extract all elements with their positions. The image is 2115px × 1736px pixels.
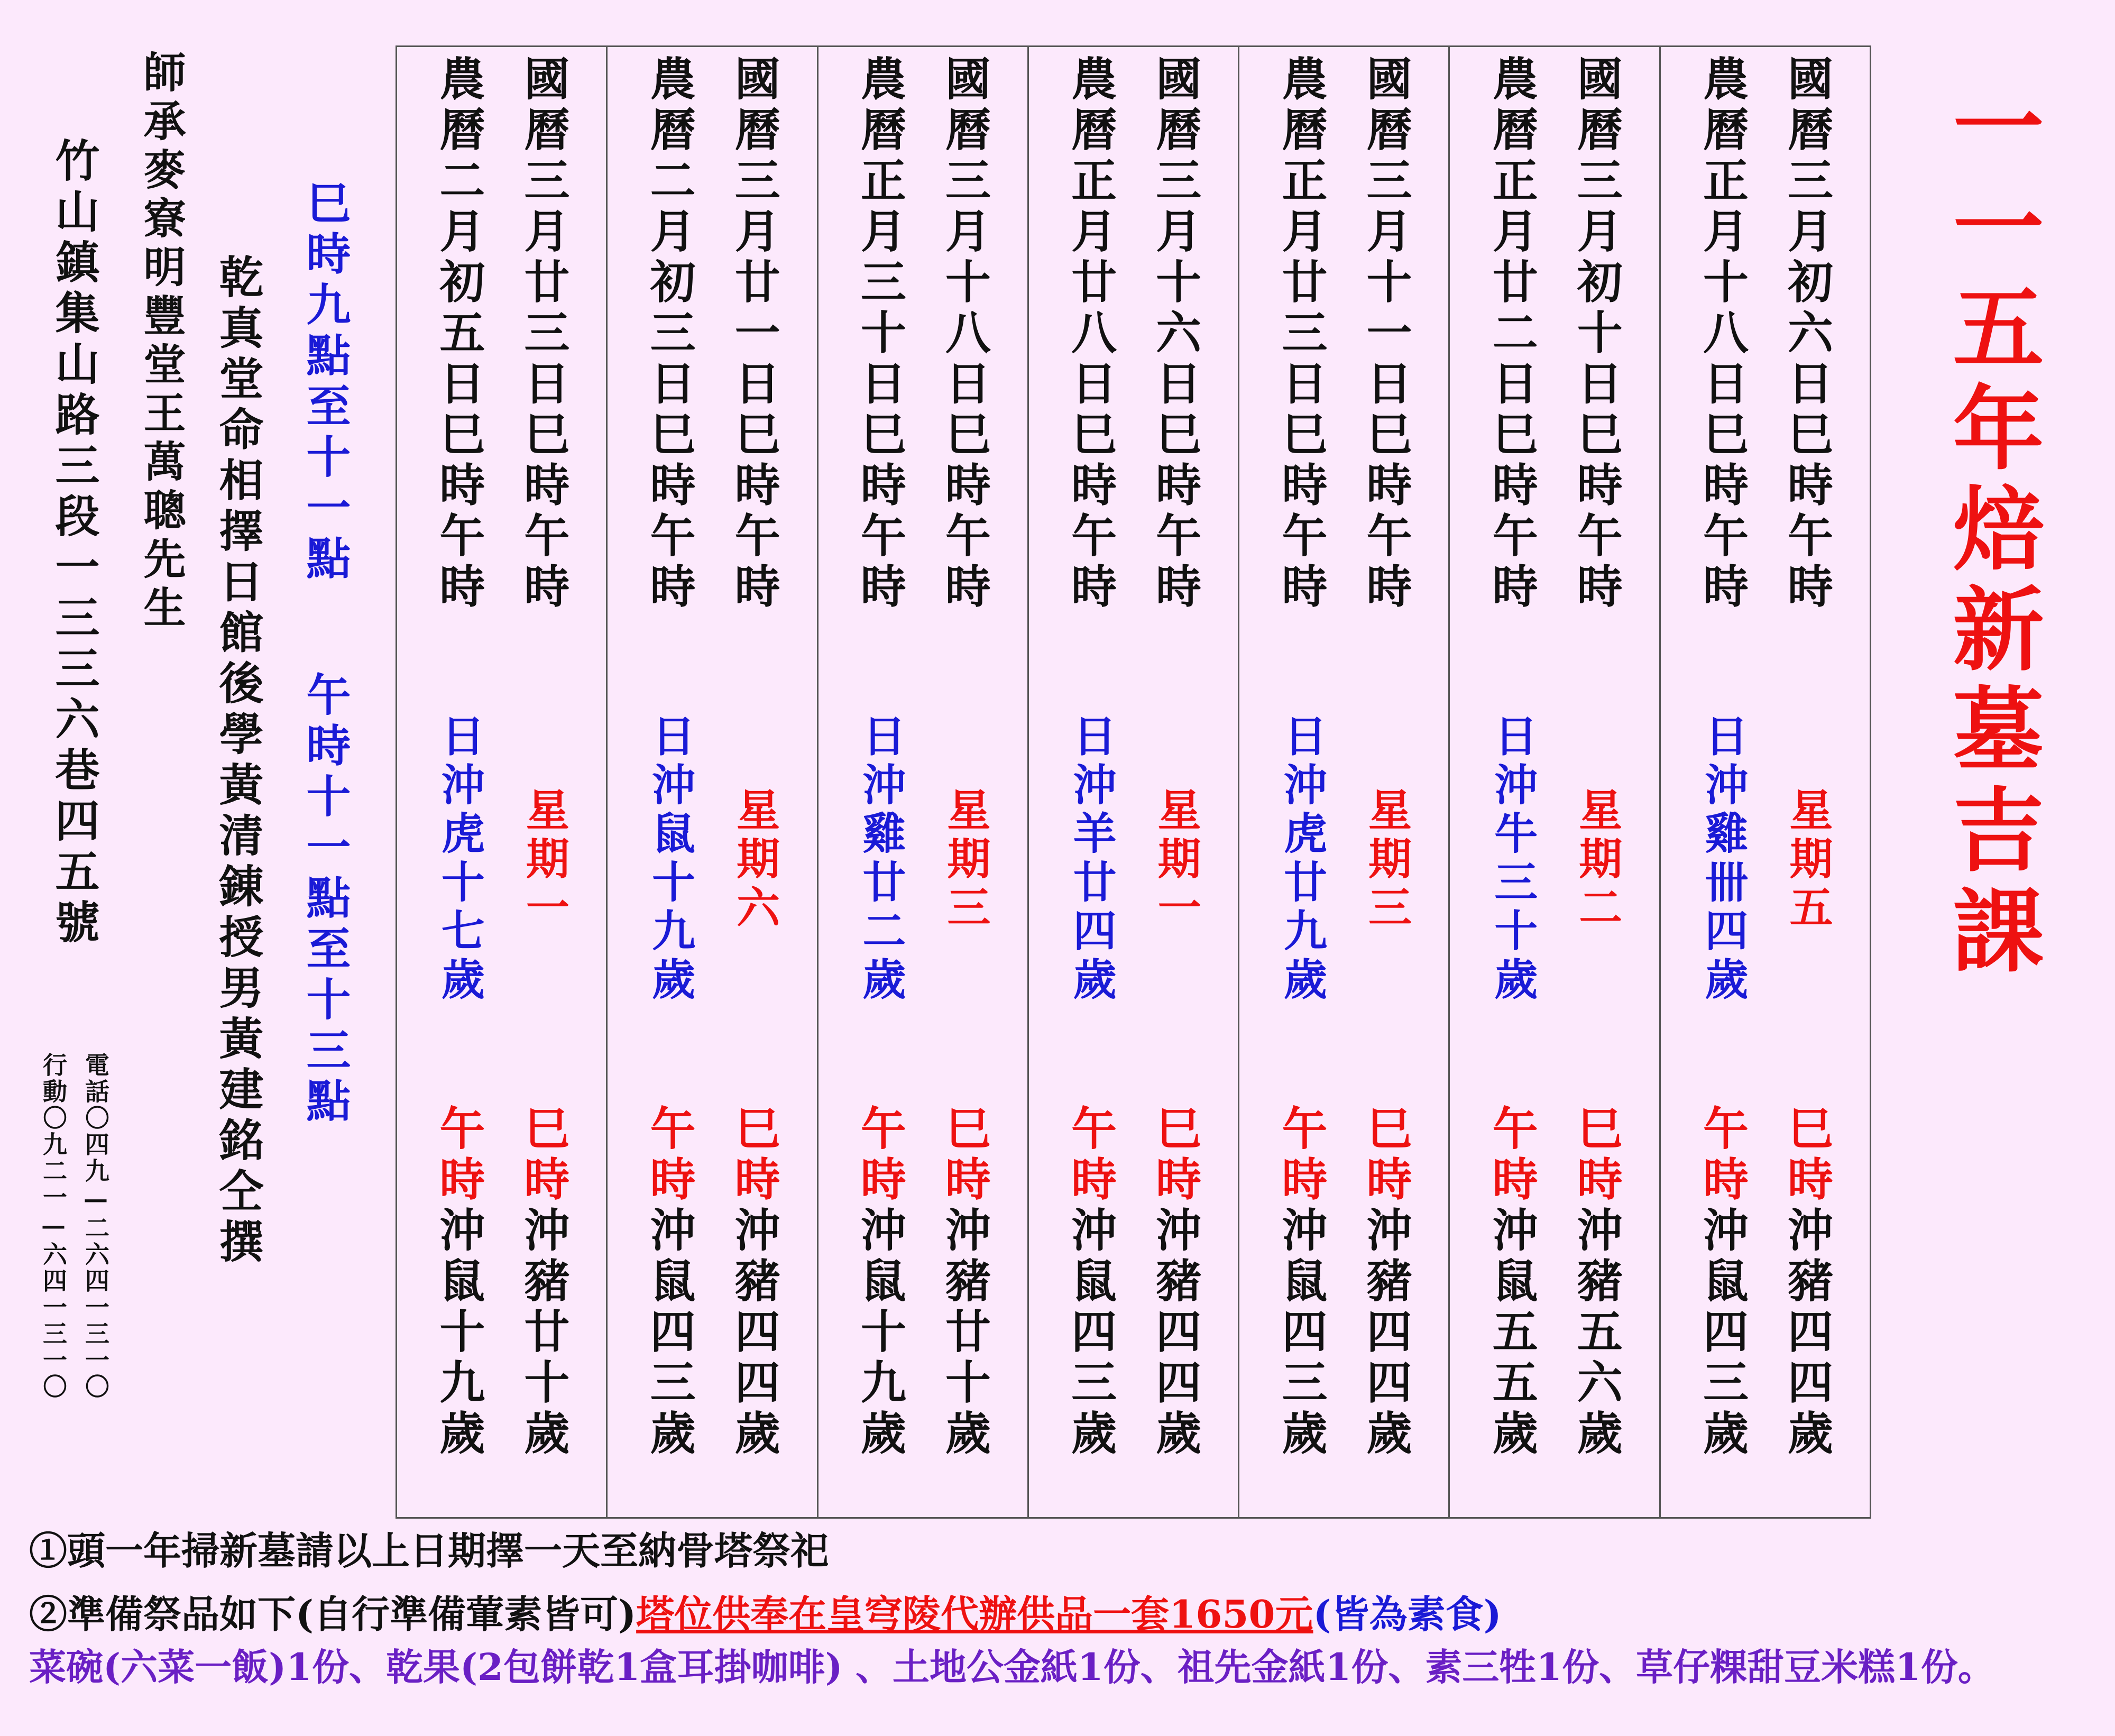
si-hour-clash-text: 沖豬四四歲 bbox=[1148, 1206, 1202, 1460]
date-column bbox=[1448, 47, 1659, 1517]
vegetarian-note: (皆為素食) bbox=[1313, 1592, 1502, 1637]
note-2-prefix: ②準備祭品如下(自行準備葷素皆可) bbox=[29, 1592, 637, 1637]
lunar-date: 農曆正月廿二日巳時午時 bbox=[1484, 55, 1538, 613]
date-column bbox=[1027, 47, 1238, 1517]
date-column bbox=[817, 47, 1027, 1517]
lunar-date: 農曆正月三十日巳時午時 bbox=[852, 55, 906, 613]
note-2 bbox=[29, 1584, 1502, 1639]
day-clash: 日沖雞卌四歲 bbox=[1698, 713, 1749, 1005]
day-clash: 日沖雞廿二歲 bbox=[855, 713, 906, 1005]
wu-hour-clash bbox=[1064, 1105, 1123, 1460]
si-hour-clash-text: 沖豬四四歲 bbox=[1780, 1206, 1833, 1460]
weekday: 星期二 bbox=[1571, 787, 1623, 933]
wu-hour-clash bbox=[643, 1105, 702, 1460]
offering-package: 塔位供奉在皇穹陵代辦供品一套1650元 bbox=[636, 1592, 1313, 1637]
si-hour-clash-text: 沖豬四四歲 bbox=[1358, 1206, 1412, 1460]
wu-hour-clash bbox=[433, 1105, 491, 1460]
weekday: 星期一 bbox=[1151, 787, 1202, 933]
si-hour-clash bbox=[517, 1105, 575, 1460]
wu-hour-clash bbox=[1696, 1105, 1754, 1460]
mobile-number: 行動〇九二一—六四一三一〇 bbox=[39, 1052, 68, 1400]
wu-hour-clash-text: 沖鼠四三歲 bbox=[1274, 1206, 1328, 1460]
gregorian-date: 國曆三月初六日巳時午時 bbox=[1780, 55, 1833, 613]
si-hour-clash bbox=[939, 1105, 997, 1460]
lunar-date: 農曆正月廿八日巳時午時 bbox=[1063, 55, 1117, 613]
day-clash: 日沖虎廿九歲 bbox=[1276, 713, 1328, 1005]
weekday: 星期三 bbox=[940, 787, 991, 933]
si-hour-clash bbox=[1359, 1105, 1418, 1460]
lunar-date: 農曆正月廿三日巳時午時 bbox=[1274, 55, 1328, 613]
page-title: 一一五年焙新墓吉課 bbox=[1938, 79, 2045, 984]
offering-list: 菜碗(六菜一飯)1份、乾果(2包餅乾1盒耳掛咖啡) 、土地公金紙1份、祖先金紙1份、素三牲1份、草仔粿甜豆米糕1份。 bbox=[29, 1645, 1995, 1689]
wu-hour-clash bbox=[1275, 1105, 1333, 1460]
wu-hour-label: 午時 bbox=[1695, 1105, 1749, 1206]
si-hour-clash-text: 沖豬四四歲 bbox=[727, 1206, 780, 1460]
wu-hour-label: 午時 bbox=[1063, 1105, 1117, 1206]
si-hour-range: 巳時九點至十一點 bbox=[299, 180, 352, 586]
lunar-date: 農曆正月十八日巳時午時 bbox=[1695, 55, 1749, 613]
si-hour-label: 巳時 bbox=[1569, 1105, 1623, 1206]
date-grid bbox=[396, 45, 1871, 1519]
address: 竹山鎮集山路三段一三三六巷四五號 bbox=[48, 137, 100, 950]
wu-hour-clash-text: 沖鼠五五歲 bbox=[1484, 1206, 1538, 1460]
si-hour-clash bbox=[728, 1105, 786, 1460]
wu-hour-clash-text: 沖鼠十九歲 bbox=[431, 1206, 485, 1460]
weekday: 星期三 bbox=[1361, 787, 1412, 933]
wu-hour-clash-text: 沖鼠四三歲 bbox=[1063, 1206, 1117, 1460]
si-hour-label: 巳時 bbox=[727, 1105, 780, 1206]
lunar-date: 農曆二月初五日巳時午時 bbox=[431, 55, 485, 613]
wu-hour-clash bbox=[1486, 1105, 1544, 1460]
wu-hour-label: 午時 bbox=[1274, 1105, 1328, 1206]
weekday: 星期五 bbox=[1782, 787, 1833, 933]
wu-hour-clash-text: 沖鼠四三歲 bbox=[642, 1206, 696, 1460]
si-hour-clash bbox=[1149, 1105, 1207, 1460]
day-clash: 日沖虎十七歲 bbox=[434, 713, 485, 1005]
day-clash: 日沖羊廿四歲 bbox=[1066, 713, 1117, 1005]
wu-hour-clash-text: 沖鼠十九歲 bbox=[852, 1206, 906, 1460]
wu-hour-label: 午時 bbox=[431, 1105, 485, 1206]
note-1: ①頭一年掃新墓請以上日期擇一天至納骨塔祭祀 bbox=[29, 1528, 829, 1573]
si-hour-clash-text: 沖豬廿十歲 bbox=[937, 1206, 991, 1460]
si-hour-label: 巳時 bbox=[1148, 1105, 1202, 1206]
wu-hour-label: 午時 bbox=[1484, 1105, 1538, 1206]
gregorian-date: 國曆三月十一日巳時午時 bbox=[1358, 55, 1412, 613]
wu-hour-label: 午時 bbox=[642, 1105, 696, 1206]
gregorian-date: 國曆三月十六日巳時午時 bbox=[1148, 55, 1202, 613]
date-column bbox=[606, 47, 816, 1517]
lunar-date: 農曆二月初三日巳時午時 bbox=[642, 55, 696, 613]
day-clash: 日沖牛三十歲 bbox=[1487, 713, 1538, 1005]
wu-hour-range: 午時十一點至十三點 bbox=[299, 672, 352, 1128]
weekday: 星期一 bbox=[519, 787, 570, 933]
gregorian-date: 國曆三月廿一日巳時午時 bbox=[727, 55, 780, 613]
si-hour-label: 巳時 bbox=[1358, 1105, 1412, 1206]
wu-hour-label: 午時 bbox=[852, 1105, 906, 1206]
author-credit: 乾真堂命相擇日館後學黃清錬授男黃建銘仝撰 bbox=[212, 254, 264, 1269]
wu-hour-clash bbox=[854, 1105, 912, 1460]
si-hour-clash-text: 沖豬廿十歲 bbox=[516, 1206, 570, 1460]
date-column bbox=[397, 47, 606, 1517]
gregorian-date: 國曆三月十八日巳時午時 bbox=[937, 55, 991, 613]
si-hour-label: 巳時 bbox=[937, 1105, 991, 1206]
si-hour-clash bbox=[1781, 1105, 1839, 1460]
si-hour-label: 巳時 bbox=[516, 1105, 570, 1206]
gregorian-date: 國曆三月廿三日巳時午時 bbox=[516, 55, 570, 613]
date-column bbox=[1238, 47, 1448, 1517]
date-column bbox=[1659, 47, 1870, 1517]
day-clash: 日沖鼠十九歲 bbox=[645, 713, 696, 1005]
wu-hour-clash-text: 沖鼠四三歲 bbox=[1695, 1206, 1749, 1460]
si-hour-clash-text: 沖豬五六歲 bbox=[1569, 1206, 1623, 1460]
weekday: 星期六 bbox=[729, 787, 780, 933]
master-credit: 師承麥寮明豐堂王萬聰先生 bbox=[136, 50, 186, 634]
gregorian-date: 國曆三月初十日巳時午時 bbox=[1569, 55, 1623, 613]
si-hour-clash bbox=[1570, 1105, 1629, 1460]
si-hour-label: 巳時 bbox=[1780, 1105, 1833, 1206]
phone-number: 電話〇四九—二六四一三一〇 bbox=[81, 1052, 110, 1400]
